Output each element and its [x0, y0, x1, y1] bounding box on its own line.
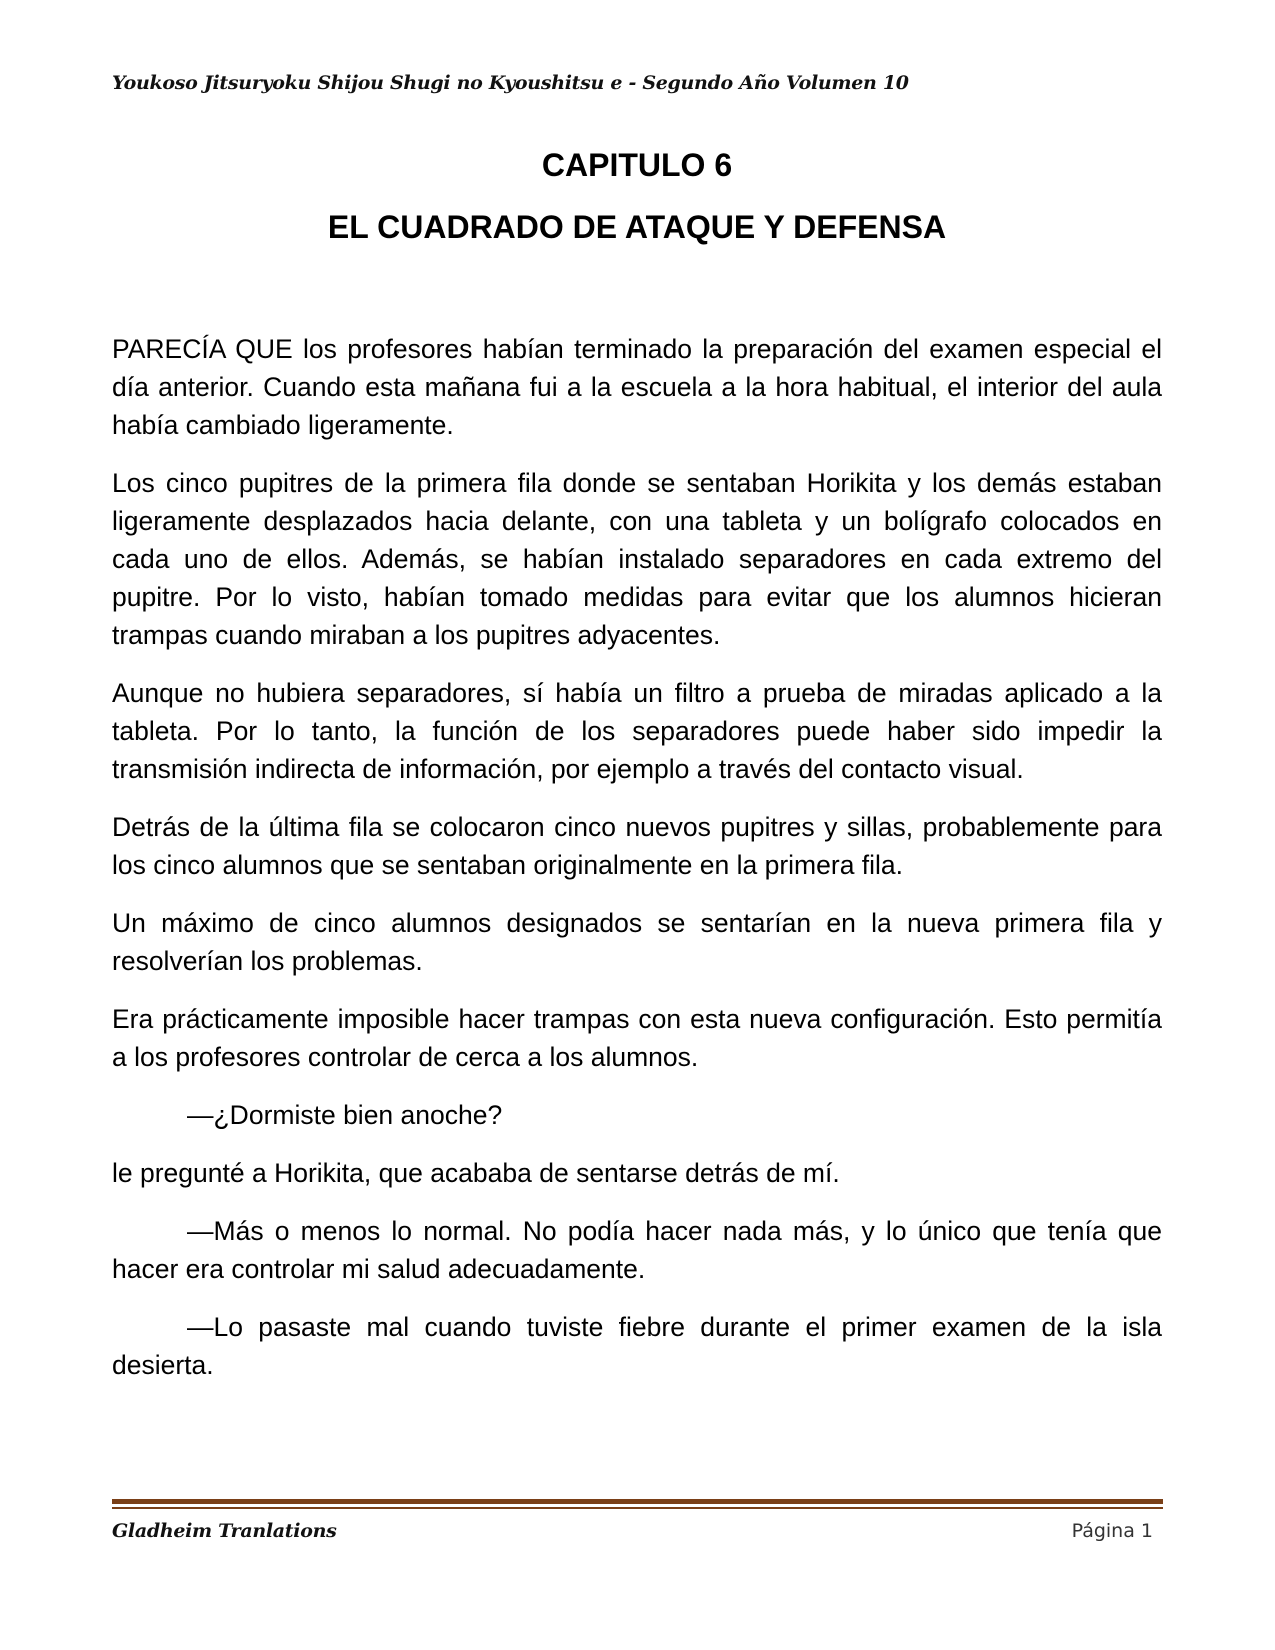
dialogue-line: —Más o menos lo normal. No podía hacer nada más, y lo único que tenía que hacer era controlar mi salud adecuadamente. [112, 1216, 1162, 1284]
paragraph: Era prácticamente imposible hacer trampas con esta nueva configuración. Esto permitía a los profesores controlar de cerca a los alumnos. [112, 1004, 1162, 1072]
body-text [112, 330, 1162, 1404]
footer-divider-thin [112, 1507, 1163, 1509]
paragraph: Un máximo de cinco alumnos designados se sentarían en la nueva primera fila y resolverían los problemas. [112, 908, 1162, 976]
paragraph: le pregunté a Horikita, que acababa de sentarse detrás de mí. [112, 1158, 840, 1188]
footer-publisher: Gladheim Tranlations [112, 1520, 337, 1542]
paragraph: Detrás de la última fila se colocaron cinco nuevos pupitres y sillas, probablemente para los cinco alumnos que se sentaban originalmente en la primera fila. [112, 812, 1162, 880]
dialogue-line: —Lo pasaste mal cuando tuviste fiebre durante el primer examen de la isla desierta. [112, 1312, 1162, 1380]
footer-divider [112, 1499, 1163, 1504]
paragraph: Aunque no hubiera separadores, sí había un filtro a prueba de miradas aplicado a la tableta. Por lo tanto, la función de los separadores puede haber sido impedir la transmisión indirecta de información, por ejemplo a través del contacto visual. [112, 678, 1162, 784]
paragraph: Los cinco pupitres de la primera fila donde se sentaban Horikita y los demás estaban ligeramente desplazados hacia delante, con una tableta y un bolígrafo colocados en cada uno de ellos. Además, se habían instalado separadores en cada extremo del pupitre. Por lo visto, habían tomado medidas para evitar que los alumnos hicieran trampas cuando miraban a los pupitres adyacentes. [112, 468, 1162, 650]
chapter-number: CAPITULO 6 [541, 147, 733, 183]
running-header: Youkoso Jitsuryoku Shijou Shugi no Kyoushitsu e - Segundo Año Volumen 10 [112, 72, 909, 94]
page-number: Página 1 [1071, 1520, 1153, 1542]
chapter-title: EL CUADRADO DE ATAQUE Y DEFENSA [327, 209, 947, 245]
dialogue-line: —¿Dormiste bien anoche? [187, 1100, 503, 1130]
paragraph: PARECÍA QUE los profesores habían terminado la preparación del examen especial el día anterior. Cuando esta mañana fui a la escuela a la hora habitual, el interior del aula había cambiado ligeramente. [112, 334, 1162, 440]
